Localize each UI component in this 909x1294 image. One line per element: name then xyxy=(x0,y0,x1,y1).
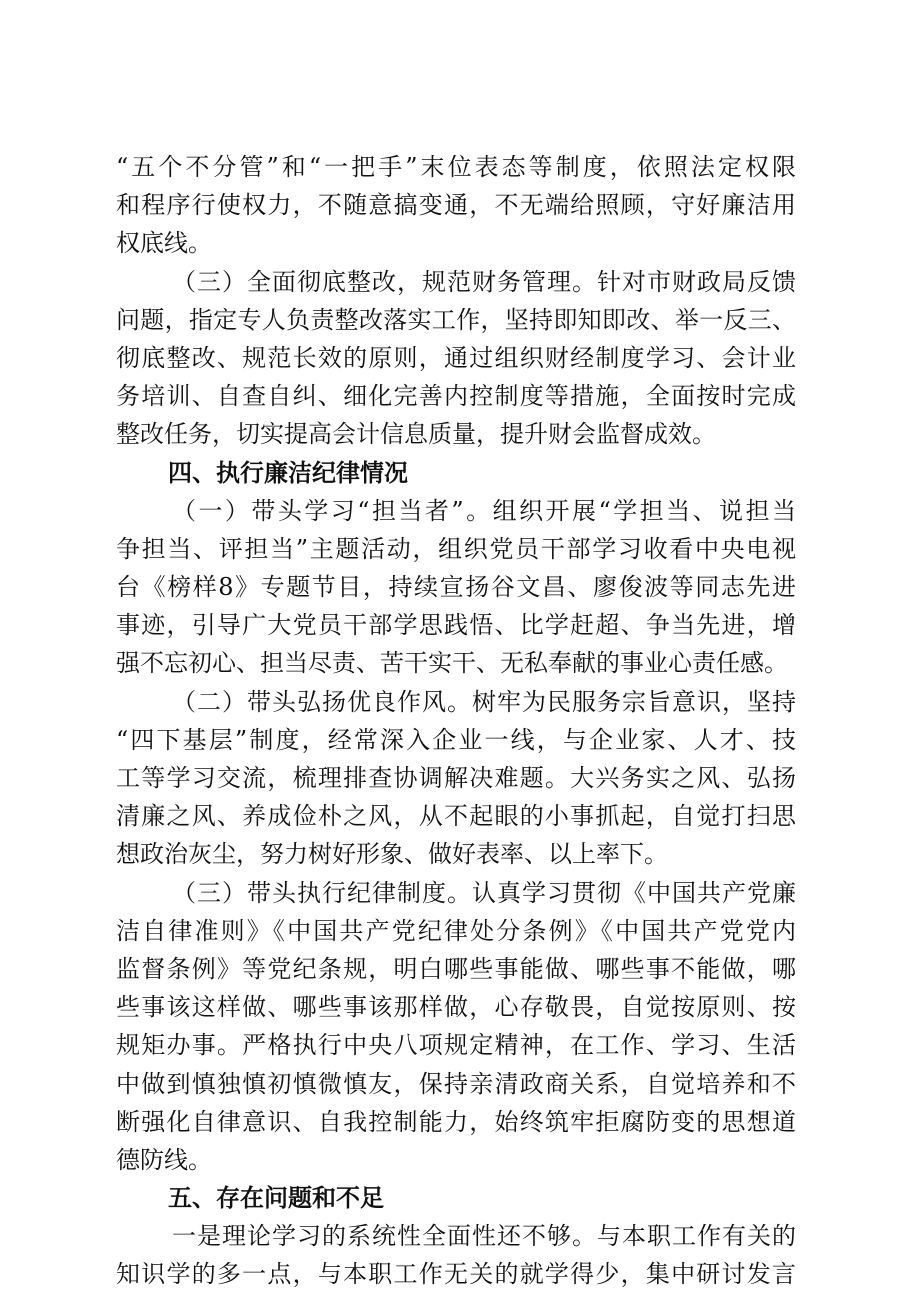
text-line: 规矩办事。严格执行中央八项规定精神，在工作、学习、生活 xyxy=(116,1031,796,1060)
text-line: 台《榜样8》专题节目，持续宣扬谷文昌、廖俊波等同志先进 xyxy=(116,573,796,602)
paragraph-start-line: （三）全面彻底整改，规范财务管理。针对市财政局反馈 xyxy=(172,267,796,296)
text-line: 洁自律准则》《中国共产党纪律处分条例》《中国共产党党内 xyxy=(116,916,796,945)
text-line: 强不忘初心、担当尽责、苦干实干、无私奉献的事业心责任感。 xyxy=(116,649,788,678)
text-line: 务培训、自查自纠、细化完善内控制度等措施，全面按时完成 xyxy=(116,382,796,411)
text-line: 整改任务，切实提高会计信息质量，提升财会监督成效。 xyxy=(116,420,716,449)
text-line: “五个不分管”和“一把手”末位表态等制度，依照法定权限 xyxy=(116,153,796,181)
text-line: 断强化自律意识、自我控制能力，始终筑牢拒腐防变的思想道 xyxy=(116,1107,796,1136)
paragraph-start-line: 一是理论学习的系统性全面性还不够。与本职工作有关的 xyxy=(172,1222,796,1251)
document-body xyxy=(116,148,796,1294)
paragraph-start-line: （三）带头执行纪律制度。认真学习贯彻《中国共产党廉 xyxy=(172,878,796,907)
text-line: 些事该这样做、哪些事该那样做，心存敬畏，自觉按原则、按 xyxy=(116,993,796,1022)
text-line: 工等学习交流，梳理排查协调解决难题。大兴务实之风、弘扬 xyxy=(116,764,796,792)
text-line: 德防线。 xyxy=(116,1145,212,1174)
text-line: “四下基层”制度，经常深入企业一线，与企业家、人才、技 xyxy=(116,725,796,754)
section-heading: 四、执行廉洁纪律情况 xyxy=(168,458,408,487)
text-line: 争担当、评担当”主题活动，组织党员干部学习收看中央电视 xyxy=(116,534,796,563)
paragraph-start-line: （二）带头弘扬优良作风。树牢为民服务宗旨意识，坚持 xyxy=(172,687,796,716)
paragraph-start-line: （一）带头学习“担当者”。组织开展“学担当、说担当 xyxy=(172,496,796,525)
text-line: 彻底整改、规范长效的原则，通过组织财经制度学习、会计业 xyxy=(116,343,796,372)
text-line: 问题，指定专人负责整改落实工作，坚持即知即改、举一反三、 xyxy=(116,305,796,334)
text-line: 权底线。 xyxy=(116,229,212,258)
section-heading: 五、存在问题和不足 xyxy=(168,1184,384,1213)
text-line: 中做到慎独慎初慎微慎友，保持亲清政商关系，自觉培养和不 xyxy=(116,1069,796,1098)
text-line: 监督条例》等党纪条规，明白哪些事能做、哪些事不能做，哪 xyxy=(116,954,796,983)
text-line: 知识学的多一点，与本职工作无关的就学得少，集中研讨发言 xyxy=(116,1260,796,1289)
text-line: 想政治灰尘，努力树好形象、做好表率、以上率下。 xyxy=(116,840,668,869)
text-line: 事迹，引导广大党员干部学思践悟、比学赶超、争当先进，增 xyxy=(116,611,796,640)
text-line: 和程序行使权力，不随意搞变通，不无端给照顾，守好廉洁用 xyxy=(116,191,796,220)
text-line: 清廉之风、养成俭朴之风，从不起眼的小事抓起，自觉打扫思 xyxy=(116,802,796,831)
